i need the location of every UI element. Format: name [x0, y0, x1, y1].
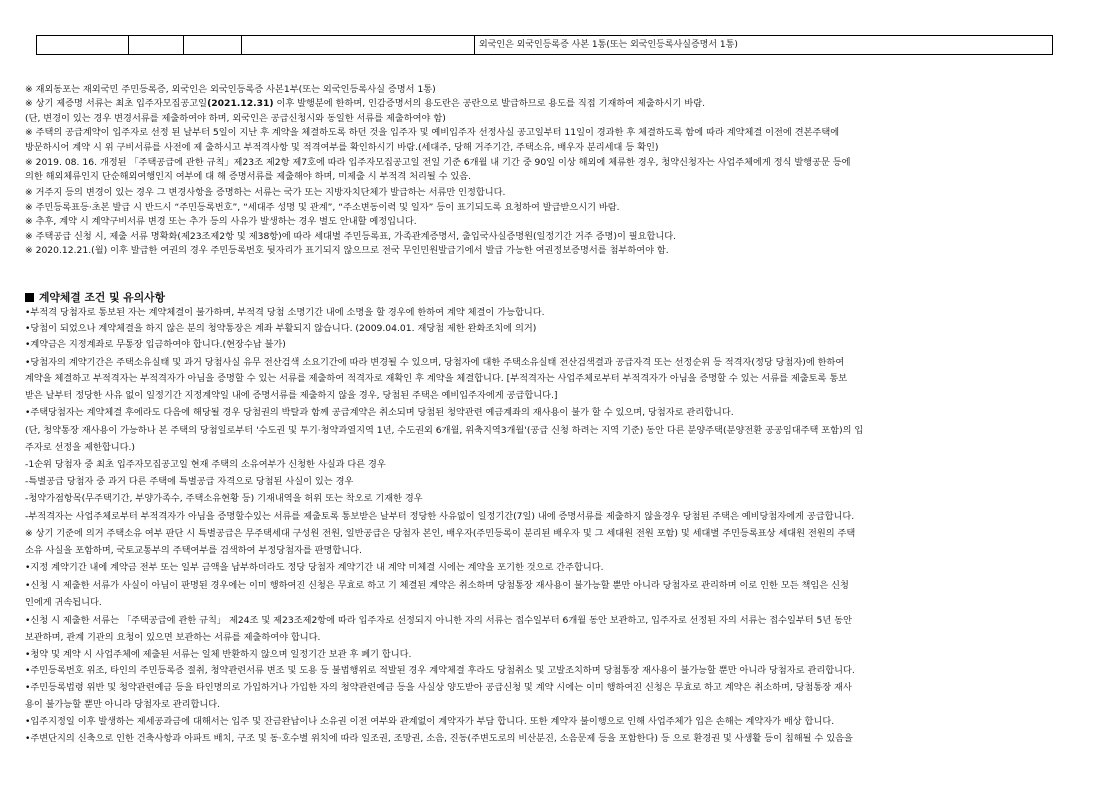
section-line: •당첨자의 계약기간은 주택소유실태 및 과거 당첨사실 유무 전산검색 소요기간에 따라 변경될 수 있으며, 당첨자에 대한 주택소유실태 전산검색결과 공급자격 또는 선정순위 등 적격자(정당 당첨자)에 한하여 — [25, 357, 845, 368]
note-line — [25, 141, 658, 155]
table-cell — [242, 36, 475, 55]
section-line: -특별공급 당첨자 중 과거 다른 주택에 특별공급 자격으로 당첨된 사실이 있는 경우 — [25, 476, 354, 487]
section-line: 계약을 체결하고 부적격자는 부적격자가 아님을 증명할 수 있는 서류를 제출하여 적격자로 재확인 후 계약을 체결합니다. [부적격자는 사업주체로부터 부적격자가 아님을 증명할 수 있는 서류를 제출토록 통보 — [25, 373, 848, 384]
section-line: -청약가점항목(무주택기간, 부양가족수, 주택소유현황 등) 기재내역을 허위 또는 착오로 기재한 경우 — [25, 493, 423, 504]
note-line — [25, 97, 705, 111]
section-line: •지정 계약기간 내에 계약금 전부 또는 일부 금액을 납부하더라도 정당 당첨자 계약기간 내 계약 미체결 시에는 계약을 포기한 것으로 간주합니다. — [25, 562, 604, 573]
note-line — [25, 156, 851, 170]
note-bold-date: (2021.12.31) — [207, 98, 274, 109]
note-text: ※ 주택의 공급계약이 입주자로 선정 된 날부터 5일이 지난 후 계약을 체결하도록 하던 것을 입주자 및 예비입주자 선정사실 공고일부터 11일이 경과한 후 체결하도록 함에 따라 계약체결 이전에 견본주택에 — [25, 127, 840, 138]
note-line — [25, 112, 446, 126]
table-cell — [129, 36, 184, 55]
table-cell — [184, 36, 242, 55]
note-line — [25, 244, 669, 258]
note-text: ※ 재외동포는 재외국민 주민등록증, 외국인은 외국인등록증 사본1부(또는 외국인등록사실 증명서 1통) — [25, 84, 436, 95]
note-text: (단, 변경이 있는 경우 변경서류를 제출하여야 하며, 외국인은 공급신청시와 동일한 서류를 제출하여야 함) — [25, 113, 446, 124]
note-text: ※ 2020.12.21.(월) 이후 발급한 여권의 경우 주민등록번호 뒷자리가 표기되지 않으므로 전국 무인민원발급기에서 발급 가능한 여권정보증명서를 첨부하여야 함. — [25, 245, 669, 256]
note-text: ※ 2019. 08. 16. 개정된 「주택공급에 관한 규칙」제23조 제2항 제7호에 따라 입주자모집공고일 전일 기준 6개월 내 기간 중 90일 이상 해외에 체류한 경우, 청약신청자는 사업주체에게 정식 발행공문 등에 — [25, 157, 851, 168]
section-line: •신청 시 제출한 서류는 「주택공급에 관한 규칙」 제24조 및 제23조제2항에 따라 입주자로 선정되지 아니한 자의 서류는 접수일부터 6개월 동안 보관하고, 입주자로 선정된 자의 서류는 접수일부터 5년 동안 — [25, 615, 852, 626]
note-line — [25, 186, 505, 200]
section-line: 용이 불가능할 뿐만 아니라 당첨자로 관리합니다. — [25, 699, 221, 710]
note-text: 방문하시어 계약 시 위 구비서류를 사전에 제 출하시고 부적격사항 및 적격여부를 확인하시기 바람.(세대주, 당해 거주기간, 주택소유, 배우자 분리세대 등 확인) — [25, 142, 659, 153]
note-text: ※ 주민등록표등·초본 발급 시 반드시 “주민등록번호”, “세대주 성명 및 관계”, “주소변동이력 및 일자” 등이 표기되도록 요청하여 발급받으시기 바람. — [25, 202, 620, 213]
section-line: •주민등록법령 위반 및 청약관련예금 등을 타인명의로 가입하거나 가입한 자의 청약관련예금 등을 사실상 양도받아 공급신청 및 계약 시에는 이미 행하여진 신청은 무효로 하고 계약은 취소하며, 당첨통장 재사 — [25, 682, 852, 693]
section-line: •계약금은 지정계좌로 무통장 입금하여야 합니다.(현장수납 불가) — [25, 339, 286, 350]
section-heading — [25, 290, 165, 305]
section-line: 소유 사실을 포함하며, 국토교통부의 주택여부를 검색하여 부정당첨자를 판명합니다. — [25, 545, 362, 556]
section-line: 인에게 귀속됩니다. — [25, 597, 102, 608]
note-line — [25, 126, 839, 140]
table-cell-foreigner-doc: 외국인은 외국인등록증 사본 1통(또는 외국인등록사실증명서 1통) — [475, 36, 1053, 55]
section-line: •주변단지의 신축으로 인한 건축사항과 아파트 배치, 구조 및 동·호수별 위치에 따라 일조권, 조망권, 소음, 진동(주변도로의 비산분진, 소음문제 등을 포함한다) 등 으로 환경권 및 사생활 등이 침해될 수 있음을 — [25, 733, 853, 744]
section-title: 계약체결 조건 및 유의사항 — [39, 291, 166, 304]
section-line: •부적격 당첨자로 통보된 자는 계약체결이 불가하며, 부적격 당첨 소명기간 내에 소명을 할 경우에 한하여 계약 체결이 가능합니다. — [25, 307, 545, 318]
square-bullet-icon — [25, 293, 34, 302]
section-line: •입주지정일 이후 발생하는 제세공과금에 대해서는 입주 및 잔금완납이나 소유권 이전 여부와 관계없이 계약자가 부담 합니다. 또한 계약자 불이행으로 인해 사업주체가 입은 손해는 계약자가 배상 합니다. — [25, 716, 835, 727]
section-line: 주자로 선정을 제한합니다.) — [25, 442, 135, 453]
note-text: 의한 해외체류인지 단순해외여행인지 여부에 대 해 증명서류를 제출해야 하며, 미제출 시 부적격 처리될 수 있음. — [25, 171, 472, 182]
section-line: -부적격자는 사업주체로부터 부적격자가 아님을 증명할수있는 서류를 제출토록 통보받은 날부터 정당한 사유없이 일정기간(7일) 내에 증명서류를 제출하지 않을경우 당첨된 주택은 예비당첨자에게 공급합니다. — [25, 511, 855, 522]
note-line — [25, 230, 676, 244]
section-line: •신청 시 제출한 서류가 사실이 아님이 판명된 경우에는 이미 행하여진 신청은 무효로 하고 기 체결된 계약은 취소하며 당첨통장 재사용이 불가능할 뿐만 아니라 당첨자로 관리하며 이로 인한 모든 책임은 신청 — [25, 580, 849, 591]
note-text: ※ 상기 제증명 서류는 최초 입주자모집공고일 — [25, 98, 208, 109]
section-line: •주택당첨자는 계약체결 후에라도 다음에 해당될 경우 당첨권의 박탈과 함께 공급계약은 취소되며 당첨된 청약관련 예금계좌의 재사용이 불가 할 수 있으며, 당첨자로 관리합니다. — [25, 407, 734, 418]
note-text: ※ 거주지 등의 변경이 있는 경우 그 변경사항을 증명하는 서류는 국가 또는 지방자치단체가 발급하는 서류만 인정합니다. — [25, 187, 506, 198]
note-line — [25, 83, 436, 97]
section-line: •주민등록번호 위조, 타인의 주민등록증 절취, 청약관련서류 변조 및 도용 등 불법행위로 적발된 경우 계약체결 후라도 당첨취소 및 고발조치하며 당첨통장 재사용이 불가능할 뿐만 아니라 당첨자로 관리합니다. — [25, 665, 855, 676]
section-line: •당첨이 되었으나 계약체결을 하지 않은 분의 청약통장은 계좌 부활되지 않습니다. (2009.04.01. 재당첨 제한 완화조치에 의거) — [25, 323, 537, 334]
section-line: (단, 청약통장 재사용이 가능하나 본 주택의 당첨일로부터 '수도권 및 투기·청약과열지역 1년, 수도권외 6개월, 위축지역3개월'(공급 신청 하려는 지역 기준) 동안 다른 분양주택(분양전환 공공임대주택 포함)의 입 — [25, 425, 864, 436]
note-line — [25, 170, 471, 184]
section-line: •청약 및 계약 시 사업주체에 제출된 서류는 일체 반환하지 않으며 일정기간 보관 후 폐기 합니다. — [25, 649, 412, 660]
note-text: ※ 추후, 계약 시 계약구비서류 변경 또는 추가 등의 사유가 발생하는 경우 별도 안내할 예정입니다. — [25, 216, 417, 227]
note-text: ※ 주택공급 신청 시, 제출 서류 명확화(제23조제2항 및 제38항)에 따라 세대별 주민등록표, 가족관계증명서, 출입국사실증명원(일정기간 거주 증명)이 필요합니다. — [25, 231, 677, 242]
note-text: 이후 발행분에 한하며, 인감증명서의 용도란은 공란으로 발급하므로 용도를 직접 기재하여 제출하시기 바람. — [273, 98, 705, 109]
section-line: 받은 날부터 정당한 사유 없이 일정기간 지정계약일 내에 증명서류를 제출하지 않을 경우, 당첨된 주택은 예비입주자에게 공급합니다.] — [25, 390, 558, 401]
section-line: -1순위 당첨자 중 최초 입주자모집공고일 현재 주택의 소유여부가 신청한 사실과 다른 경우 — [25, 459, 386, 470]
document-table-row — [36, 35, 1053, 55]
section-line: ※ 상기 기준에 의거 주택소유 여부 판단 시 특별공급은 무주택세대 구성원 전원, 일반공급은 당첨자 본인, 배우자(주민등록이 분리된 배우자 및 그 세대원 전원 포함) 및 세대별 주민등록표상 세대원 전원의 주택 — [25, 528, 856, 539]
section-line: 보관하며, 관계 기관의 요청이 있으면 보관하는 서류를 제출하여야 합니다. — [25, 632, 321, 643]
note-line — [25, 201, 620, 215]
table-cell — [37, 36, 129, 55]
note-line — [25, 215, 417, 229]
table-row — [37, 36, 1053, 55]
